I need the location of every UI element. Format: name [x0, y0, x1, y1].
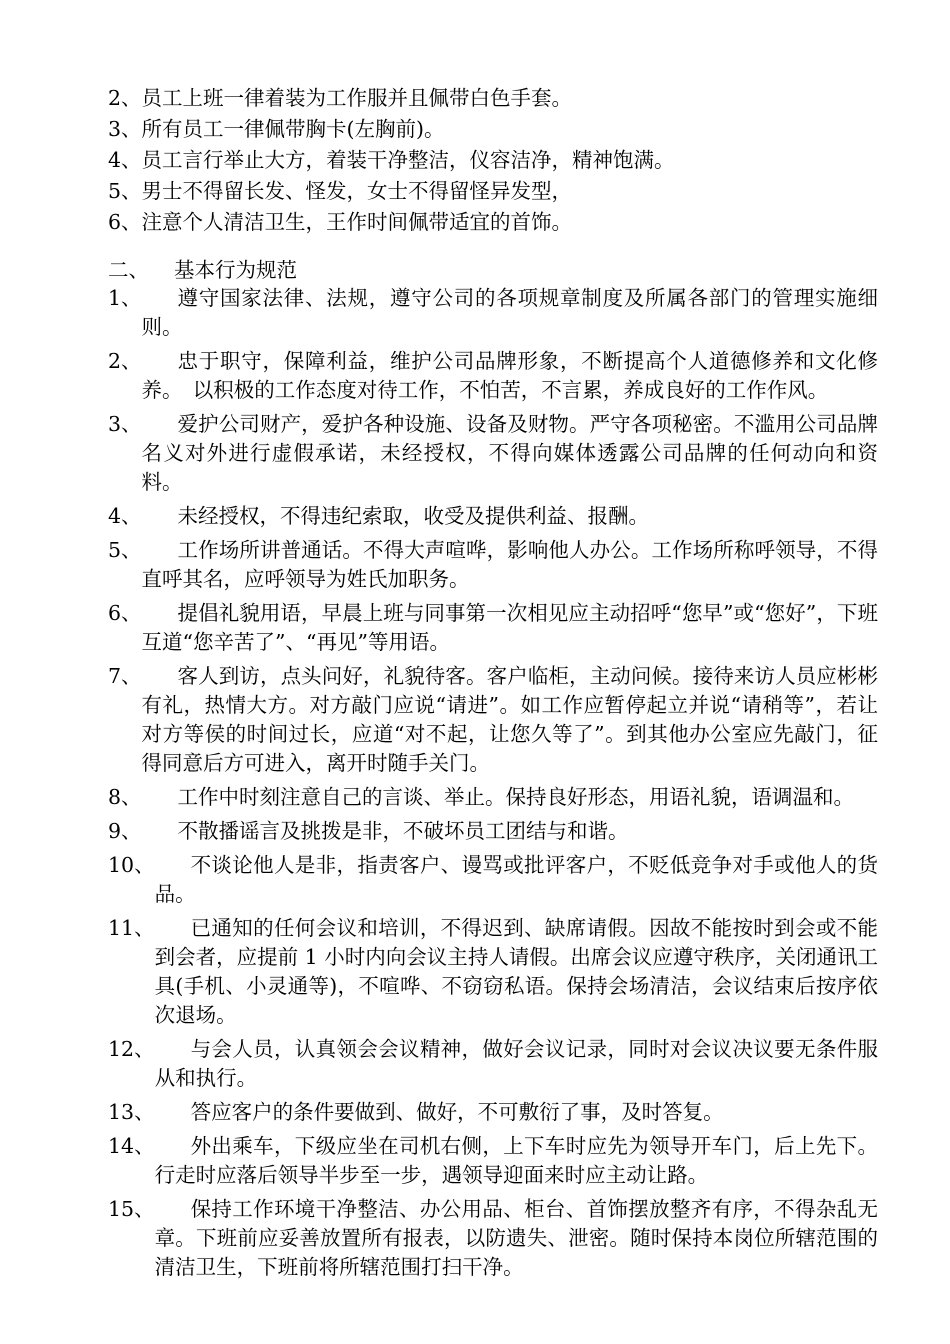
rule-item — [108, 783, 878, 812]
rule-number: 12、 — [108, 1037, 155, 1061]
rule-text: 不散播谣言及挑拨是非，不破坏员工团结与和谐。 — [177, 819, 629, 843]
rule-item — [108, 1195, 878, 1282]
rule-item — [108, 1132, 878, 1190]
rule-text: 提倡礼貌用语，早晨上班与同事第一次相见应主动招呼“您早”或“您好”，下班互道“您辛苦了”、“再见”等用语。 — [141, 601, 878, 654]
rule-number: 6、 — [108, 601, 142, 625]
rule-number: 10、 — [108, 853, 155, 877]
intro-item: 3、所有员工一律佩带胸卡(左胸前)。 — [108, 117, 445, 141]
rule-number: 13、 — [108, 1100, 155, 1124]
rule-item — [108, 502, 878, 531]
rule-text: 忠于职守，保障利益，维护公司品牌形象，不断提高个人道德修养和文化修养。 以积极的工作态度对待工作，不怕苦，不言累，养成良好的工作作风。 — [141, 349, 878, 402]
rule-item — [108, 347, 878, 405]
rule-item — [108, 851, 878, 909]
rule-number: 15、 — [108, 1197, 155, 1221]
rule-number: 1、 — [108, 286, 142, 310]
rule-number: 8、 — [108, 785, 142, 809]
rule-text: 已通知的任何会议和培训，不得迟到、缺席请假。因故不能按时到会或不能到会者，应提前 1 小时内向会议主持人请假。出席会议应遵守秩序，关闭通讯工具(手机、小灵通等)，不喧哗、不窃窃私语。保持会场清洁，会议结束后按序依次退场。 — [154, 916, 878, 1027]
rule-text: 不谈论他人是非，指责客户、谩骂或批评客户，不贬低竞争对手或他人的货品。 — [154, 853, 878, 906]
section-title: 基本行为规范 — [174, 258, 297, 282]
rule-text: 工作中时刻注意自己的言谈、举止。保持良好形态，用语礼貌，语调温和。 — [177, 785, 855, 809]
rule-item — [108, 817, 878, 846]
rule-item — [108, 914, 878, 1030]
section-heading — [108, 255, 297, 285]
rule-number: 2、 — [108, 349, 142, 373]
rule-item — [108, 662, 878, 778]
section-number: 二、 — [108, 258, 149, 282]
intro-item: 6、注意个人清洁卫生，王作时间佩带适宜的首饰。 — [108, 210, 573, 234]
rule-text: 客人到访，点头问好，礼貌待客。客户临柜，主动问候。接待来访人员应彬彬有礼，热情大方。对方敲门应说“请进”。如工作应暂停起立并说“请稍等”，若让对方等侯的时间过长，应道“对不起，让您久等了”。到其他办公室应先敲门，征得同意后方可进入，离开时随手关门。 — [141, 664, 878, 775]
rule-item — [108, 1098, 878, 1127]
rule-number: 5、 — [108, 538, 142, 562]
rule-text: 工作场所讲普通话。不得大声喧哗，影响他人办公。工作场所称呼领导，不得直呼其名，应呼领导为姓氏加职务。 — [141, 538, 878, 591]
rule-number: 7、 — [108, 664, 142, 688]
rule-text: 遵守国家法律、法规，遵守公司的各项规章制度及所属各部门的管理实施细则。 — [141, 286, 878, 339]
rule-item — [108, 284, 878, 342]
rule-number: 11、 — [108, 916, 155, 940]
rule-text: 与会人员，认真领会会议精神，做好会议记录，同时对会议决议要无条件服从和执行。 — [154, 1037, 878, 1090]
rule-number: 9、 — [108, 819, 142, 843]
rules-list — [108, 284, 878, 1287]
rule-item — [108, 536, 878, 594]
rule-number: 14、 — [108, 1134, 155, 1158]
rule-text: 答应客户的条件要做到、做好，不可敷衍了事，及时答复。 — [190, 1100, 724, 1124]
rule-text: 爱护公司财产，爱护各种设施、设备及财物。严守各项秘密。不滥用公司品牌名义对外进行虚假承诺，未经授权，不得向媒体透露公司品牌的任何动向和资料。 — [141, 412, 878, 494]
rule-item — [108, 410, 878, 497]
intro-item: 2、员工上班一律着装为工作服并且佩带白色手套。 — [108, 86, 573, 110]
rule-text: 外出乘车，下级应坐在司机右侧，上下车时应先为领导开车门，后上先下。行走时应落后领导半步至一步，遇领导迎面来时应主动让路。 — [154, 1134, 878, 1187]
rule-text: 保持工作环境干净整洁、办公用品、柜台、首饰摆放整齐有序，不得杂乱无章。下班前应妥善放置所有报表，以防遗失、泄密。随时保持本岗位所辖范围的清洁卫生，下班前将所辖范围打扫干净。 — [154, 1197, 878, 1279]
rule-item — [108, 1035, 878, 1093]
intro-item: 4、员工言行举止大方，着装干净整洁，仪容洁净，精神饱满。 — [108, 148, 675, 172]
rule-number: 4、 — [108, 504, 142, 528]
rule-text: 未经授权，不得违纪索取，收受及提供利益、报酬。 — [177, 504, 650, 528]
rule-item — [108, 599, 878, 657]
rule-number: 3、 — [108, 412, 142, 436]
intro-list — [108, 83, 888, 238]
intro-item: 5、男士不得留长发、怪发，女士不得留怪异发型， — [108, 179, 573, 203]
